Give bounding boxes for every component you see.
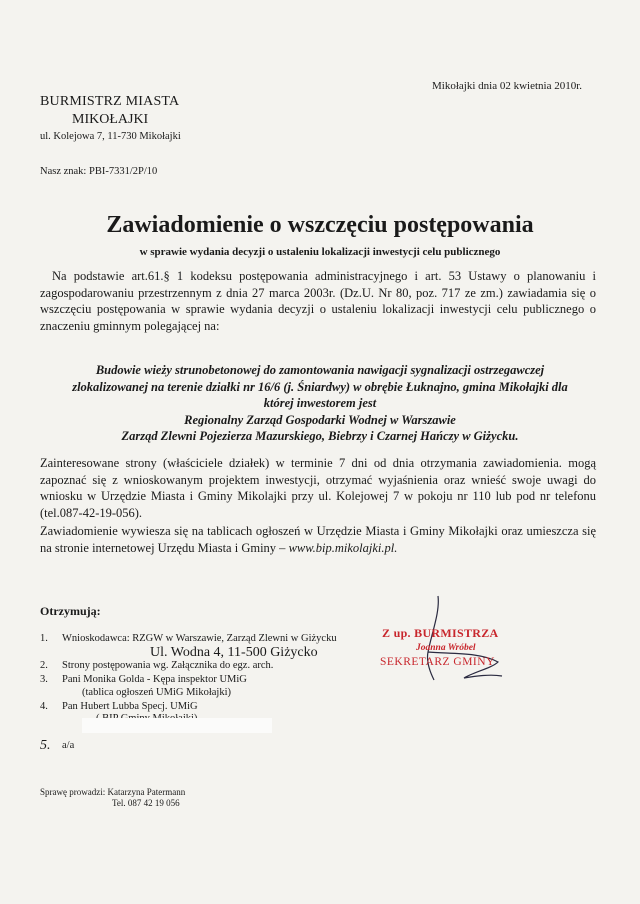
recipient-number: 2. bbox=[40, 660, 48, 671]
document-subtitle: w sprawie wydania decyzji o ustaleniu lokalizacji inwestycji celu publicznego bbox=[139, 246, 501, 258]
investment-description bbox=[30, 362, 610, 445]
recipient-address: Ul. Wodna 4, 11-500 Giżycko bbox=[150, 645, 318, 660]
recipient-number: 5. bbox=[40, 738, 51, 753]
investment-line: Budowie wieży strunobetonowej do zamontowania nawigacji sygnalizacji ostrzegawczej bbox=[95, 363, 545, 377]
stamp-authority: Z up. BURMISTRZA bbox=[382, 626, 499, 640]
case-handler: Sprawę prowadzi: Katarzyna Patermann bbox=[40, 787, 186, 797]
recipient-text: a/a bbox=[62, 740, 75, 751]
stamp-position: SEKRETARZ GMINY bbox=[380, 656, 495, 668]
bip-website-link: www.bip.mikolajki.pl. bbox=[288, 540, 398, 555]
authority-city: MIKOŁAJKI bbox=[72, 112, 149, 127]
recipient-text: Strony postępowania wg. Załącznika do egz. arch. bbox=[62, 660, 274, 671]
redaction-patch bbox=[82, 718, 272, 733]
recipient-number: 3. bbox=[40, 674, 48, 685]
investment-line: Zarząd Zlewni Pojezierza Mazurskiego, Biebrzy i Czarnej Hańczy w Giżycku. bbox=[121, 429, 519, 444]
document-title: Zawiadomienie o wszczęciu postępowania bbox=[106, 212, 534, 238]
recipient-note: (tablica ogłoszeń UMiG Mikołajki) bbox=[82, 687, 232, 698]
authority-name: BURMISTRZ MIASTA bbox=[40, 94, 180, 109]
recipients-heading: Otrzymują: bbox=[40, 604, 101, 618]
investment-line: której inwestorem jest bbox=[263, 396, 377, 411]
publication-text: Zawiadomienie wywiesza się na tablicach ogłoszeń w Urzędzie Miasta i Gminy Mikołajki oraz umieszcza się na stronie internetowej Urzędu Miasta i Gminy – bbox=[40, 524, 596, 555]
case-handler-phone: Tel. 087 42 19 056 bbox=[112, 798, 180, 808]
document-date: Mikołajki dnia 02 kwietnia 2010r. bbox=[432, 80, 583, 92]
paragraph-legal-basis: Na podstawie art.61.§ 1 kodeksu postępowania administracyjnego i art. 53 Ustawy o planowaniu i zagospodarowaniu przestrzennym z dnia 27 marca 2003r. (Dz.U. Nr 80, poz. 717 ze zm.) zawiadamia się o wszczęciu postępowania w sprawie wydania decyzji o ustaleniu lokalizacji inwestycji celu publicznego o znaczeniu gminnym polegającej na: bbox=[40, 269, 596, 333]
recipient-number: 4. bbox=[40, 701, 48, 712]
reference-number: Nasz znak: PBI-7331/2P/10 bbox=[40, 166, 158, 177]
paragraph-parties-info: Zainteresowane strony (właściciele działek) w terminie 7 dni od dnia otrzymania zawiadomienia. mogą zapoznać się z wnioskowanym projektem inwestycji, otrzymać wyjaśnienia oraz wnieść swoje uwagi do wniosku w Urzędzie Miasta i Gminy Mikolajki przy ul. Kolejowej 7 w pokoju nr 110 lub pod nr telefonu (tel.087-42-19-056). bbox=[40, 456, 596, 520]
recipient-number: 1. bbox=[40, 633, 48, 644]
investment-line: zlokalizowanej na terenie działki nr 16/6 (j. Śniardwy) w obrębie Łuknajno, gmina Mikołajki dla bbox=[72, 379, 568, 394]
authority-address: ul. Kolejowa 7, 11-730 Mikołajki bbox=[40, 131, 181, 142]
investment-line: Regionalny Zarząd Gospodarki Wodnej w Warszawie bbox=[184, 412, 456, 427]
recipient-text: Wnioskodawca: RZGW w Warszawie, Zarząd Zlewni w Giżycku bbox=[62, 633, 337, 644]
recipient-text: Pani Monika Golda - Kępa inspektor UMiG bbox=[62, 674, 247, 685]
paragraph-publication bbox=[40, 523, 596, 556]
signature-mark bbox=[380, 592, 520, 692]
stamp-signatory: Joanna Wróbel bbox=[416, 643, 476, 653]
recipient-text: Pan Hubert Lubba Specj. UMiG bbox=[62, 701, 198, 712]
